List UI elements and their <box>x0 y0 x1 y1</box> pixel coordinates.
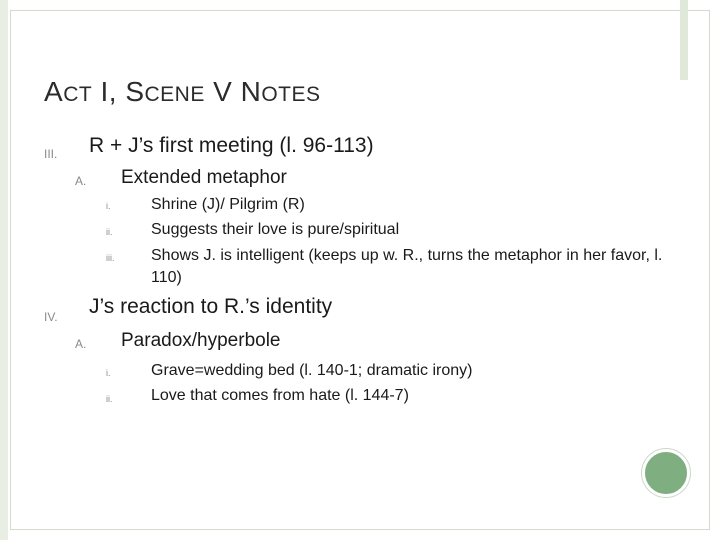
section-heading: J’s reaction to R.’s identity <box>89 295 333 318</box>
page-title <box>44 76 321 108</box>
title-part: N <box>240 76 262 107</box>
title-part: A <box>44 76 64 107</box>
subsection-letter: A. <box>75 337 87 351</box>
item-numeral: iii. <box>106 253 115 263</box>
item-numeral: ii. <box>106 227 113 237</box>
section-numeral: III. <box>44 147 58 161</box>
title-part: S <box>125 76 145 107</box>
section-numeral: IV. <box>44 310 58 324</box>
list-item: Grave=wedding bed (l. 140-1; dramatic irony) <box>151 362 473 379</box>
item-numeral: i. <box>106 201 111 211</box>
subsection-heading: Extended metaphor <box>121 167 287 188</box>
list-item: Shrine (J)/ Pilgrim (R) <box>151 196 305 213</box>
list-item: Suggests their love is pure/spiritual <box>151 221 400 238</box>
slide-corner-bar <box>680 0 688 80</box>
section-heading: R + J’s first meeting (l. 96-113) <box>89 134 374 157</box>
list-item: Love that comes from hate (l. 144-7) <box>151 387 409 404</box>
item-numeral: ii. <box>106 394 113 404</box>
title-part: CENE <box>144 83 205 106</box>
title-part: OTES <box>261 83 321 106</box>
title-part: CT <box>63 83 93 106</box>
decorative-circle-icon <box>642 449 690 497</box>
slide-left-band <box>0 0 8 540</box>
subsection-letter: A. <box>75 174 87 188</box>
list-item: Shows J. is intelligent (keeps up w. R., turns the metaphor in her favor, l. 110) <box>151 247 663 286</box>
title-part: I, <box>92 76 126 107</box>
title-part: V <box>204 76 241 107</box>
subsection-heading: Paradox/hyperbole <box>121 330 281 351</box>
item-numeral: i. <box>106 368 111 378</box>
